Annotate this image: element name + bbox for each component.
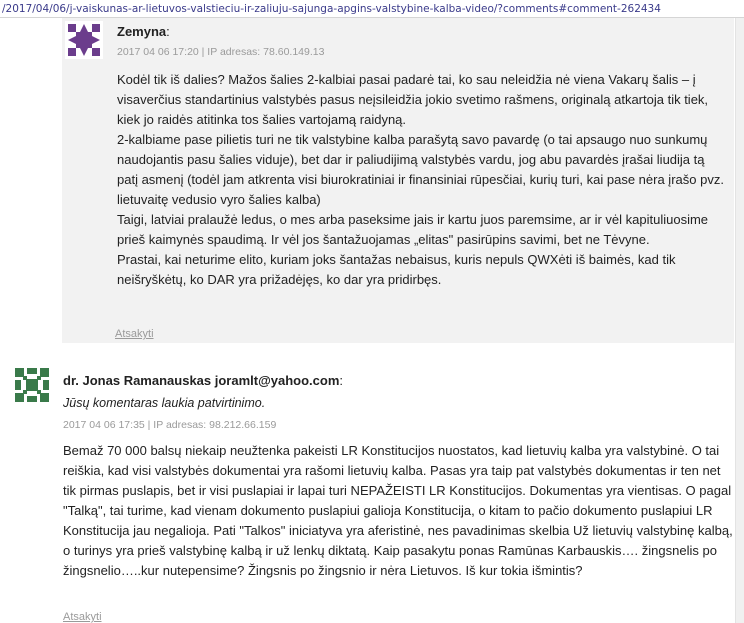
identicon-avatar-icon: [13, 366, 51, 404]
comment-paragraph: 2-kalbiame pase pilietis turi ne tik valstybine kalba parašytą savo pavardę (o tai apsaugo nuo sunkumų naudojantis pasu šalies viduje), bet dar ir paliudijimą valstybės vardu, jog abu pavardės įrašai liudija tą patį asmenį (todėl jam atkrenta visi biurokratiniai ir finansiniai rūpesčiai, kurių turi, kai pase nėra įrašo pvz. lietuvaitę vedusio vyro šalies kalba): [117, 132, 724, 207]
comment-paragraph: Taigi, latviai pralaužė ledus, o mes arba paseksime jais ir kartu juos paremsime, ar ir vėl kapituliuosime prieš kaimynės spaudimą. Ir vėl jos šantažuojamas „elitas" pasirūpins savimi, bet ne Tėvyne.: [117, 212, 709, 247]
page-scrollbar[interactable]: [735, 18, 744, 623]
comment-meta: 2017 04 06 17:20 | IP adresas: 78.60.149.13: [117, 46, 325, 58]
comment-body: [117, 70, 727, 290]
comment-zemyna: [62, 18, 734, 343]
comment-author: [117, 24, 170, 39]
author-name: Zemyna: [117, 24, 167, 39]
comment-meta: 2017 04 06 17:35 | IP adresas: 98.212.66.159: [63, 419, 277, 431]
comment-jonas-ramanauskas: [0, 343, 744, 623]
reply-link[interactable]: Atsakyti: [115, 328, 154, 340]
author-separator: :: [339, 373, 344, 388]
address-bar[interactable]: /2017/04/06/j-vaiskunas-ar-lietuvos-valstieciu-ir-zaliuju-sajunga-apgins-valstybine-kalba-video/?comments#comment-262434: [0, 0, 744, 18]
comment-paragraph: Kodėl tik iš dalies? Mažos šalies 2-kalbiai pasai padarė tai, ko sau neleidžia nė viena Vakarų šalis – į visaverčius standartinius valstybės pasus neįsileidžia jokio svetimo rašmens, originalą atkartoja tik tiek, kiek jo raidės atitinka tos šalies vartojamą raidyną.: [117, 72, 709, 127]
reply-link[interactable]: Atsakyti: [63, 611, 102, 623]
identicon-avatar-icon: [65, 21, 103, 59]
author-separator: :: [166, 24, 170, 39]
comment-paragraph: Prastai, kai neturime elito, kuriam joks šantažas nebaisus, kuris nepuls QWXėti iš baimės, kad tik neišryškėtų, ko DAR yra prižadėjęs, ko dar yra pridirbęs.: [117, 252, 676, 287]
author-name[interactable]: dr. Jonas Ramanauskas joramlt@yahoo.com: [63, 373, 340, 388]
moderation-notice: Jūsų komentaras laukia patvirtinimo.: [63, 396, 266, 410]
comment-author: [63, 373, 343, 388]
comment-body: [63, 441, 733, 581]
comment-paragraph: Bemaž 70 000 balsų niekaip neužtenka pakeisti LR Konstitucijos nuostatos, kad lietuvių kalba yra valstybinė. O tai reiškia, kad visi valstybės dokumentai yra rašomi lietuvių kalba. Pasas yra taip pat valstybės dokumentas ir ten net tik pirmas puslapis, bet ir visi puslapiai ir lapai turi NEPAŽEISTI LR Konstitucijos. Dokumentas yra vientisas. O pagal "Talką", tai turime, kad vienam dokumento puslapiui galioja Konstitucija, o kitam to pačio dokumento puslapiui LR Konstitucija jau negalioja. Pati "Talkos" iniciatyva yra aferistinė, nes pavadinimas skelbia Už lietuvių valstybinę kalbą, o turinys yra prieš valstybinę kalbą ir už lenkų diktatą. Kaip pasakytu ponas Ramūnas Karbauskis…. žingsnelis po žingsnelio…..kur nutepensime? Žingsnis po žingsnio ir nėra Lietuvos. Iš kur tokia išmintis?: [63, 443, 733, 578]
